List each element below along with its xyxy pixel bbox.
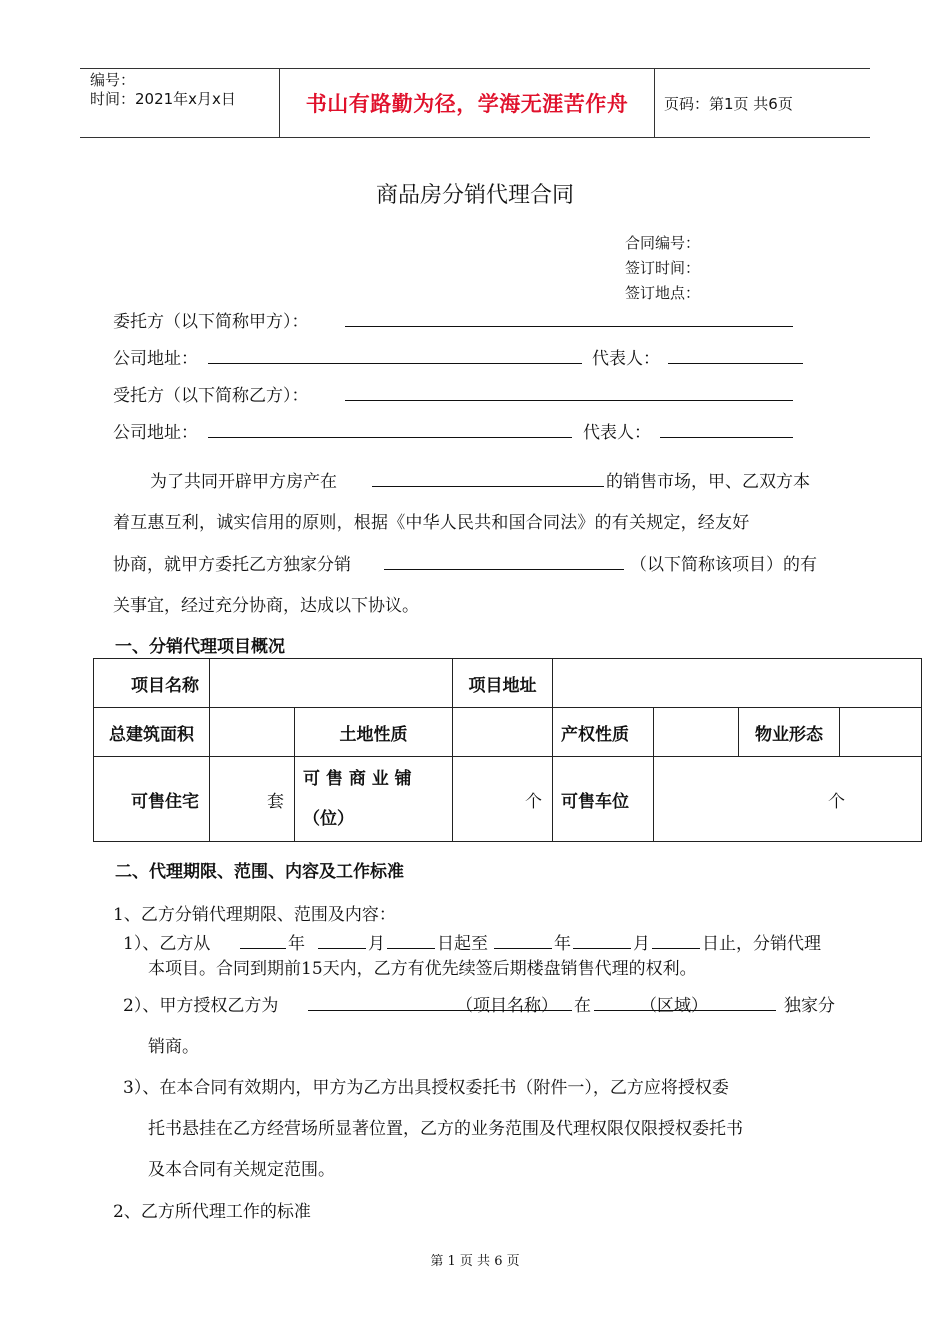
cell-property-nature-value: [654, 708, 739, 757]
cell-residential-unit: 套: [210, 757, 295, 842]
blank-year-2: [494, 948, 552, 949]
intro-line4: 关事宜，经过充分协商，达成以下协议。: [113, 596, 419, 616]
cell-project-name-value: [210, 659, 453, 708]
label-year-1: 年: [288, 934, 305, 954]
clause-2: 2、乙方所代理工作的标准: [113, 1202, 311, 1222]
cell-project-name-label: 项目名称: [94, 659, 210, 708]
table-row: [94, 659, 922, 708]
label-in: 在: [574, 996, 591, 1016]
shops-label-line1: 可 售 商 业 铺: [303, 769, 412, 789]
header-motto-cell: [280, 69, 655, 137]
header-box: [80, 68, 870, 138]
time-label: 时间：2021年x月x日: [90, 90, 236, 108]
motto-text: 书山有路勤为径，学海无涯苦作舟: [305, 92, 629, 116]
label-area: （区域）: [640, 996, 708, 1016]
intro-blank-1: [372, 486, 604, 487]
sign-time-label: 签订时间：: [625, 259, 701, 277]
cell-total-area-label: 总建筑面积: [94, 708, 210, 757]
cell-property-nature-label: 产权性质: [553, 708, 654, 757]
number-label: 编号：: [90, 71, 136, 89]
address-b-blank: [208, 437, 572, 438]
page-info: 页码：第1页 共6页: [664, 94, 793, 113]
address-a-label: 公司地址：: [113, 349, 198, 369]
label-month-1: 月: [368, 934, 385, 954]
rep-a-blank: [668, 363, 803, 364]
document-title: 商品房分销代理合同: [375, 183, 574, 208]
cell-residential-label: 可售住宅: [94, 757, 210, 842]
cell-total-area-value: [210, 708, 295, 757]
cell-land-nature-value: [453, 708, 553, 757]
party-a-blank: [345, 326, 793, 327]
table-row: [94, 708, 922, 757]
party-b-blank: [345, 400, 793, 401]
intro-line3-b: （以下简称该项目）的有: [630, 555, 817, 575]
label-month-2: 月: [633, 934, 650, 954]
clause-1: 1、乙方分销代理期限、范围及内容：: [113, 905, 396, 925]
table-row: [94, 757, 922, 842]
intro-line3-a: 协商，就甲方委托乙方独家分销: [113, 555, 351, 575]
sign-place-label: 签订地点：: [625, 284, 701, 302]
party-a-label: 委托方（以下简称甲方）：: [113, 312, 309, 332]
clause-1-3-line3: 及本合同有关规定范围。: [148, 1160, 335, 1180]
label-day-2: 日止，分销代理: [702, 934, 821, 954]
section-1-heading: 一、分销代理项目概况: [115, 637, 285, 657]
label-year-2: 年: [554, 934, 571, 954]
intro-line1-b: 的销售市场，甲、乙双方本: [606, 472, 810, 492]
blank-day-1: [387, 948, 435, 949]
label-day-1: 日起至: [437, 934, 488, 954]
cell-property-form-value: [840, 708, 922, 757]
clause-1-2-tail: 独家分: [784, 996, 835, 1016]
clause-1-3-line1: 3）、在本合同有效期内，甲方为乙方出具授权委托书（附件一），乙方应将授权委: [123, 1078, 729, 1098]
header-left: [80, 69, 280, 137]
cell-shops-unit: 个: [453, 757, 553, 842]
intro-blank-2: [384, 569, 624, 570]
clause-1-2-cont: 销商。: [148, 1037, 199, 1057]
intro-line2: 着互惠互利，诚实信用的原则，根据《中华人民共和国合同法》的有关规定，经友好: [113, 513, 750, 533]
label-project-name: （项目名称）: [456, 996, 558, 1016]
rep-a-label: 代表人：: [592, 349, 660, 369]
clause-1-1-start: 1）、乙方从: [123, 934, 211, 954]
cell-project-address-label: 项目地址: [453, 659, 553, 708]
clause-1-3-line2: 托书悬挂在乙方经营场所显著位置，乙方的业务范围及代理权限仅限授权委托书: [148, 1119, 743, 1139]
section-2-heading: 二、代理期限、范围、内容及工作标准: [115, 862, 404, 882]
page-footer: 第 1 页 共 6 页: [430, 1254, 520, 1269]
contract-number-label: 合同编号：: [625, 234, 701, 252]
cell-shops-label: [295, 757, 453, 842]
shops-label-line2: （位）: [303, 809, 354, 829]
address-a-blank: [208, 363, 582, 364]
clause-1-2-start: 2）、甲方授权乙方为: [123, 996, 279, 1016]
cell-parking-label: 可售车位: [553, 757, 654, 842]
cell-parking-unit: 个: [654, 757, 922, 842]
cell-land-nature-label: 土地性质: [295, 708, 453, 757]
intro-line1-a: 为了共同开辟甲方房产在: [150, 472, 337, 492]
party-b-label: 受托方（以下简称乙方）：: [113, 386, 309, 406]
blank-year-1: [240, 948, 286, 949]
blank-month-1: [318, 948, 366, 949]
rep-b-blank: [660, 437, 793, 438]
blank-month-2: [573, 948, 631, 949]
blank-day-2: [652, 948, 700, 949]
address-b-label: 公司地址：: [113, 423, 198, 443]
clause-1-1-cont: 本项目。合同到期前15天内，乙方有优先续签后期楼盘销售代理的权利。: [148, 959, 697, 979]
rep-b-label: 代表人：: [583, 423, 651, 443]
cell-project-address-value: [553, 659, 922, 708]
project-overview-table: [93, 658, 922, 842]
cell-property-form-label: 物业形态: [739, 708, 840, 757]
